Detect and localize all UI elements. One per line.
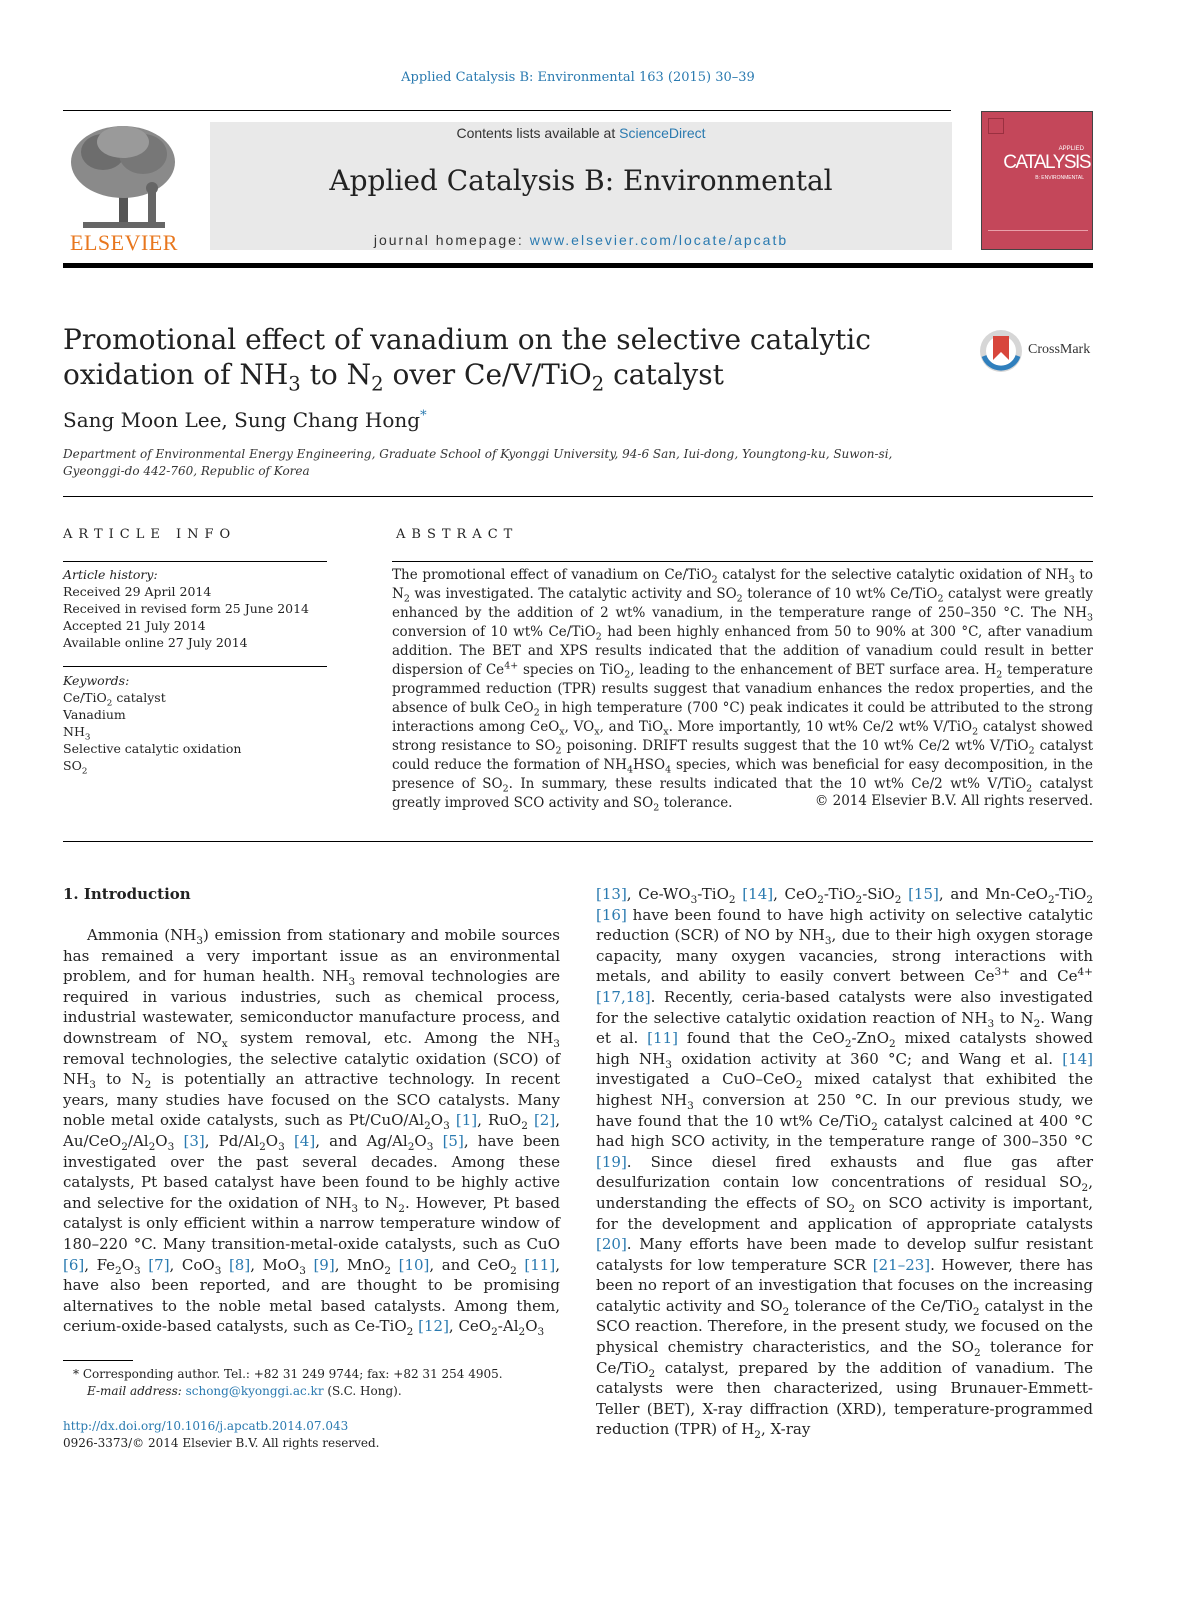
footnote-mark: * — [73, 1367, 79, 1381]
email-link[interactable]: schong@kyonggi.ac.kr — [185, 1384, 324, 1398]
affiliation: Department of Environmental Energy Engineering, Graduate School of Kyonggi University, 94-6 San, Iui-dong, Youngtong-ku, Suwon-si, Gyeonggi-do 442-760, Republic of Korea — [63, 447, 893, 478]
footnote-rule — [63, 1360, 133, 1361]
intro-paragraph-1-continued: [13], $Ce-WO_3-TiO_2$ [14], CeO$_2$-TiO$_2$-SiO$_2$ [15], and Mn-CeO$_2$-TiO$_2$ [16] have been found to have high activity on selective catalytic reduction (SCR) of NO by $NH_3$, due to their high oxygen storage capacity, many oxygen vacancies, strong interactions with metals, and ability to easily convert between $Ce^{3+}$ and $Ce^{4+}$ [17,18]. Recently, ceria-based catalysts were also investigated for the selective catalytic oxidation reaction of $NH_3$ to $N_2$. Wang et al. [11] found that the CeO$_2$-ZnO$_2$ mixed catalysts showed high $NH_3$ oxidation activity at 360 °C; and Wang et al. [14] investigated a CuO–CeO$_2$ mixed catalyst that exhibited the highest $NH_3$ conversion at 250 °C. In our previous study, we have found that the 10 wt% Ce/TiO$_2$ catalyst calcined at 400 °C had high SCO activity, in the temperature range of 300–350 °C [19]. Since diesel fired exhausts and flue gas after desulfurization contain low concentrations of residual $SO_2$, understanding the effects of $SO_2$ on SCO activity is important, for the development and application of appropriate catalysts [20]. Many efforts have been made to develop sulfur resistant catalysts for low temperature SCR [21–23]. However, there has been no report of an investigation that focuses on the increasing catalytic activity and $SO_2$ tolerance of the Ce/TiO$_2$ catalyst in the SCO reaction. Therefore, in the present study, we focused on the physical chemistry characteristics, and the $SO_2$ tolerance for Ce/TiO$_2$ catalyst, prepared by the addition of vanadium. The catalysts were then characterized, using Brunauer-Emmett-Teller (BET), X-ray diffraction (XRD), temperature-programmed reduction (TPR) of $H_2$, X-ray — [596, 885, 1094, 1442]
email-suffix: (S.C. Hong). — [323, 1384, 402, 1398]
journal-citation[interactable]: Applied Catalysis B: Environmental 163 (2015) 30–39 — [401, 70, 755, 85]
article-info-rule — [63, 561, 327, 562]
footnote-contact: Corresponding author. Tel.: +82 31 249 9744; fax: +82 31 254 4905. — [82, 1367, 503, 1381]
keyword-item: Selective catalytic oxidation — [63, 741, 242, 756]
article-title-text: Promotional effect of vanadium on the selective catalytic oxidation of $NH_3$ to $N_2$ over Ce/V/TiO$_2$ catalyst — [63, 323, 871, 396]
keywords-rule — [63, 666, 327, 667]
footnote-author — [63, 1366, 563, 1383]
abstract-bottom-rule — [63, 841, 1093, 842]
elsevier-tree-icon — [63, 122, 185, 232]
history-revised: Received in revised form 25 June 2014 — [63, 601, 310, 616]
crossmark-icon — [978, 328, 1024, 374]
author-names: Sang Moon Lee, Sung Chang Hong — [63, 408, 421, 432]
keyword-item: $NH_3$ — [63, 724, 91, 743]
article-history — [63, 566, 333, 651]
author-list — [63, 408, 427, 432]
keyword-item: Vanadium — [63, 707, 126, 722]
homepage-prefix: journal homepage: — [373, 232, 530, 248]
cover-line2: CATALYSIS — [1003, 152, 1090, 173]
elsevier-wordmark: ELSEVIER — [70, 230, 178, 255]
keyword-item: $SO_2$ — [63, 758, 88, 777]
history-label: Article history: — [63, 567, 158, 582]
article-title — [63, 322, 943, 396]
intro-paragraph-1: Ammonia $(NH_3)$ emission from stationary and mobile sources has remained a very important issue as an environmental problem, and for human health. $NH_3$ removal technologies are required in various industries, such as chemical process, industrial wastewater, semiconductor manufacture process, and downstream of $NO_x$ system removal, etc. Among the $NH_3$ removal technologies, the selective catalytic oxidation (SCO) of $NH_3$ to $N_2$ is potentially an attractive technology. In recent years, many studies have focused on the SCO catalysts. Many noble metal oxide catalysts, such as $Pt/CuO/Al_2O_3$ [1], RuO$_2$ [2], $Au/CeO_2/Al_2O_3$ [3], $Pd/Al_2O_3$ [4], and $Ag/Al_2O_3$ [5], have been investigated over the past several decades. Among these catalysts, Pt based catalyst have been found to be highly active and selective for the oxidation of $NH_3$ to $N_2$. However, Pt based catalyst is only efficient within a narrow temperature window of 180–220 °C. Many transition-metal-oxide catalysts, such as CuO [6], $Fe_2O_3$ [7], CoO$_3$ [8], MoO$_3$ [9], MnO$_2$ [10], and CeO$_2$ [11], have also been reported, and are thought to be promising alternatives to the noble metal based catalysts. Among them, cerium-oxide-based catalysts, such as Ce-TiO$_2$ [12], $CeO_2-Al_2O_3$ — [63, 926, 560, 1339]
homepage-line — [210, 232, 952, 248]
body-column-right — [596, 884, 1093, 1440]
cover-emblem — [988, 118, 1004, 134]
keywords — [63, 672, 333, 777]
keywords-label: Keywords: — [63, 673, 130, 688]
header-thick-rule — [63, 263, 1093, 268]
elsevier-logo[interactable] — [63, 122, 185, 254]
journal-banner — [210, 122, 952, 250]
abstract-text — [392, 566, 1093, 813]
footnote — [63, 1366, 563, 1400]
contents-prefix: Contents lists available at — [456, 125, 620, 141]
section-heading-introduction: 1. Introduction — [63, 885, 191, 903]
journal-name: Applied Catalysis B: Environmental — [329, 164, 833, 197]
history-accepted: Accepted 21 July 2014 — [63, 618, 206, 633]
cover-line3: B: ENVIRONMENTAL — [1035, 175, 1084, 181]
journal-cover-image[interactable] — [981, 111, 1093, 250]
doi-link[interactable]: http://dx.doi.org/10.1016/j.apcatb.2014.07.043 — [63, 1419, 349, 1433]
body-column-left — [63, 925, 560, 1337]
history-online: Available online 27 July 2014 — [63, 635, 248, 650]
abstract-rule — [392, 561, 1093, 562]
abstract-heading: ABSTRACT — [396, 527, 519, 542]
homepage-link[interactable]: www.elsevier.com/locate/apcatb — [529, 232, 789, 248]
cover-line1: APPLIED — [1058, 146, 1084, 152]
sciencedirect-link[interactable]: ScienceDirect — [619, 125, 706, 141]
contents-line — [210, 125, 952, 141]
header-top-rule — [63, 110, 951, 111]
keyword-list — [63, 689, 333, 777]
crossmark-label: CrossMark — [1028, 342, 1091, 357]
corresponding-author-mark[interactable]: * — [420, 408, 427, 424]
crossmark-badge[interactable] — [978, 328, 1098, 374]
article-info-heading: ARTICLE INFO — [63, 527, 237, 542]
info-top-rule — [63, 496, 1093, 497]
issn-line: 0926-3373/© 2014 Elsevier B.V. All rights reserved. — [63, 1436, 380, 1450]
history-received: Received 29 April 2014 — [63, 584, 212, 599]
keyword-item: Ce/TiO$_2$ catalyst — [63, 690, 166, 709]
email-label: E-mail address: — [87, 1384, 186, 1398]
abstract-copyright: © 2014 Elsevier B.V. All rights reserved. — [814, 793, 1093, 809]
cover-footer-rule — [988, 230, 1088, 231]
footnote-email-line — [63, 1383, 563, 1400]
abstract-body: The promotional effect of vanadium on Ce/TiO$_2$ catalyst for the selective catalytic oxidation of $NH_3$ to $N_2$ was investigated. The catalytic activity and $SO_2$ tolerance of 10 wt% Ce/TiO$_2$ catalyst were greatly enhanced by the addition of 2 wt% vanadium, in the temperature range of 250–350 °C. The $NH_3$ conversion of 10 wt% Ce/TiO$_2$ had been highly enhanced from 50 to 90% at 300 °C, after vanadium addition. The BET and XPS results indicated that the addition of vanadium could result in better dispersion of $Ce^{4+}$ species on TiO$_2$, leading to the enhancement of BET surface area. $H_2$ temperature programmed reduction (TPR) results suggest that vanadium enhances the redox properties, and the absence of bulk CeO$_2$ in high temperature (700 °C) peak indicates it could be attributed to the strong interactions among CeO$_x$, $VO_x$, and TiO$_x$. More importantly, 10 wt% Ce/2 wt% V/TiO$_2$ catalyst showed strong resistance to $SO_2$ poisoning. DRIFT results suggest that the 10 wt% Ce/2 wt% V/TiO$_2$ catalyst could reduce the formation of $NH_4HSO_4$ species, which was beneficial for easy decomposition, in the presence of $SO_2$. In summary, these results indicated that the 10 wt% Ce/2 wt% V/TiO$_2$ catalyst greatly improved SCO activity and $SO_2$ tolerance. — [392, 567, 1094, 814]
